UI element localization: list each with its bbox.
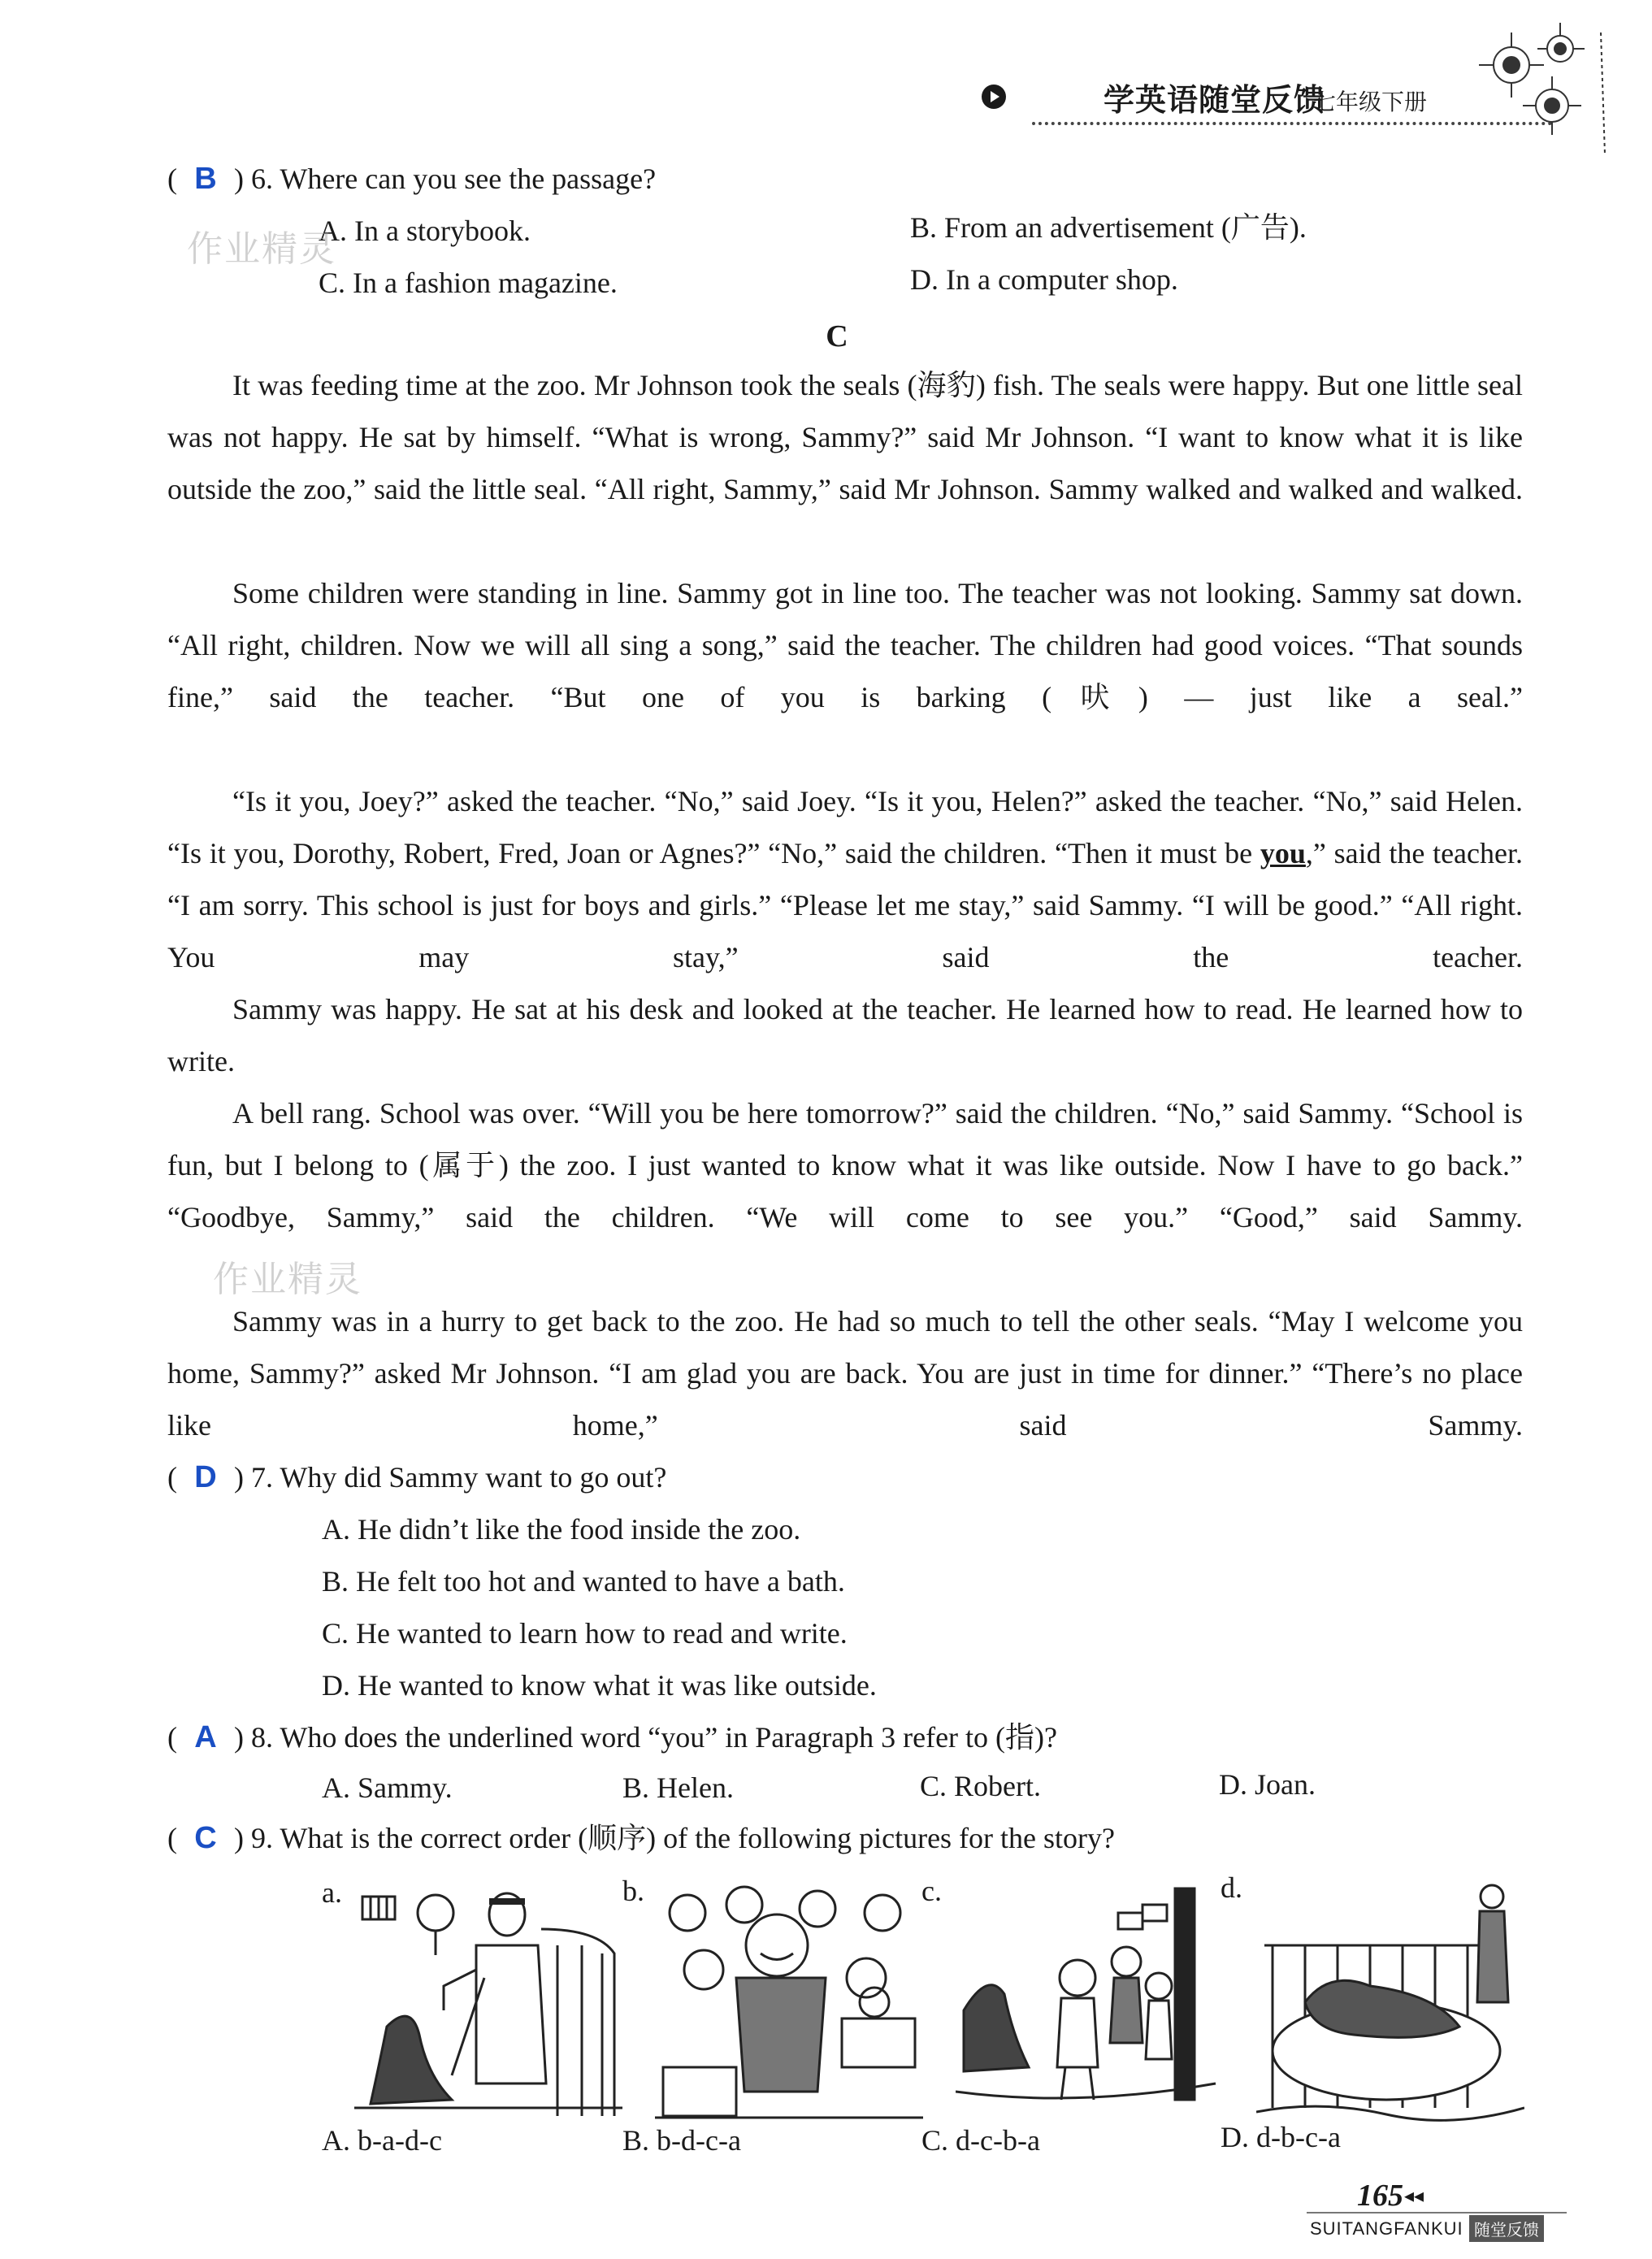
book-subtitle: 七年级下册: [1313, 89, 1428, 115]
picture-a-zookeeper-and-seal: [354, 1880, 622, 2124]
footer-romanization: SUITANGFANKUI: [1310, 2218, 1463, 2239]
passage-paragraph-1: It was feeding time at the zoo. Mr Johnson took the seals (海豹) fish. The seals were happy. But one little seal was not happy. He sat by himself. “What is wrong, Sammy?” said Mr Johnson. “I want to know what it is like outside the zoo,” said the little seal. “All right, Sammy,” said Mr Johnson. Sammy walked and walked and walked.: [167, 369, 1523, 505]
answer-7: D: [194, 1460, 217, 1494]
question-7-stem: 7. Why did Sammy want to go out?: [251, 1461, 667, 1494]
paragraph-3-part-1: “Is it you, Joey?” asked the teacher. “No,” said Joey. “Is it you, Helen?” asked the teacher. “No,” said Helen. “Is it you, Dorothy, Robert, Fred, Joan or Agnes?” “No,” said the children. “Then it must be: [167, 785, 1523, 869]
picture-c-seal-and-children: [956, 1880, 1224, 2124]
answer-6: B: [194, 162, 217, 196]
arrows-icon: ◂◂: [1404, 2186, 1424, 2207]
picture-b-children-in-class: [655, 1880, 923, 2124]
passage-paragraph-6: Sammy was in a hurry to get back to the zoo. He had so much to tell the other seals. “May I welcome you home, Sammy?” asked Mr Johnson. “I am glad you are back. You are just in time for dinner.” “There’s no place like home,” said Sammy.: [167, 1305, 1523, 1442]
footer-divider: [1307, 2212, 1567, 2213]
q9-option-b: B. b-d-c-a: [622, 2124, 741, 2157]
flower-decoration-icon: [1463, 16, 1633, 163]
q7-option-c: C. He wanted to learn how to read and write.: [322, 1617, 848, 1650]
picture-label-b: b.: [622, 1875, 644, 1907]
picture-d-seal-on-rock: [1256, 1880, 1524, 2124]
passage-paragraph-3: [167, 775, 1523, 983]
section-label: C: [826, 319, 848, 353]
passage-paragraph-2: Some children were standing in line. Sammy got in line too. The teacher was not looking. Sammy sat down. “All right, children. Now we will all sing a song,” said the teacher. The children had good voices. “That sounds fine,” said the teacher. “But one of you is barking (吠) — just like a seal.”: [167, 577, 1523, 713]
picture-label-c: c.: [921, 1875, 942, 1907]
question-6: ( B ) 6. Where can you see the passage?: [167, 153, 656, 205]
q6-option-a: A. In a storybook.: [319, 215, 531, 247]
question-6-stem: 6. Where can you see the passage?: [251, 163, 657, 195]
q6-option-b: B. From an advertisement (广告).: [910, 211, 1307, 244]
q8-option-c: C. Robert.: [920, 1770, 1041, 1802]
watermark-top: 作业精灵: [187, 228, 336, 270]
q8-option-a: A. Sammy.: [322, 1771, 453, 1804]
q8-option-b: B. Helen.: [622, 1771, 734, 1804]
question-7: ( D ) 7. Why did Sammy want to go out?: [167, 1451, 666, 1503]
answer-8: A: [194, 1720, 217, 1754]
book-title: 学英语随堂反馈: [1104, 82, 1326, 118]
footer-badge: 随堂反馈: [1469, 2215, 1544, 2242]
watermark-middle: 作业精灵: [213, 1259, 362, 1300]
passage-paragraph-5: A bell rang. School was over. “Will you be here tomorrow?” said the children. “No,” said Sammy. “School is fun, but I belong to (属于) the zoo. I just wanted to know what it was like outside. Now I have to go back.” “Goodbye, Sammy,” said the children. “We will come to see you.” “Good,” said Sammy.: [167, 1097, 1523, 1234]
q7-option-a: A. He didn’t like the food inside the zoo.: [322, 1513, 801, 1546]
q7-option-d: D. He wanted to know what it was like outside.: [322, 1669, 877, 1702]
q7-option-b: B. He felt too hot and wanted to have a bath.: [322, 1565, 845, 1598]
play-icon: [982, 85, 1006, 109]
q9-option-c: C. d-c-b-a: [921, 2124, 1040, 2157]
page-number: 165: [1357, 2179, 1403, 2213]
q6-option-d: D. In a computer shop.: [910, 263, 1178, 296]
question-9: ( C ) 9. What is the correct order (顺序) of the following pictures for the story?: [167, 1812, 1115, 1864]
q6-option-c: C. In a fashion magazine.: [319, 267, 618, 299]
question-8: ( A ) 8. Who does the underlined word “you” in Paragraph 3 refer to (指)?: [167, 1711, 1057, 1763]
passage-paragraph-4: Sammy was happy. He sat at his desk and looked at the teacher. He learned how to read. He learned how to write.: [167, 993, 1523, 1077]
paragraph-3-part-2: ,” said the teacher. “I am sorry. This school is just for boys and girls.” “Please let me stay,” said Sammy. “I will be good.” “All right. You may stay,” said the teacher.: [167, 837, 1523, 973]
question-8-stem: 8. Who does the underlined word “you” in Paragraph 3 refer to (指)?: [251, 1721, 1058, 1754]
q9-option-a: A. b-a-d-c: [322, 2124, 442, 2157]
underlined-word: you: [1260, 837, 1306, 869]
picture-label-a: a.: [322, 1876, 342, 1909]
picture-label-d: d.: [1221, 1871, 1242, 1904]
answer-9: C: [194, 1821, 217, 1855]
q8-option-d: D. Joan.: [1219, 1768, 1316, 1801]
q9-option-d: D. d-b-c-a: [1221, 2121, 1341, 2153]
question-9-stem: 9. What is the correct order (顺序) of the following pictures for the story?: [251, 1822, 1116, 1854]
